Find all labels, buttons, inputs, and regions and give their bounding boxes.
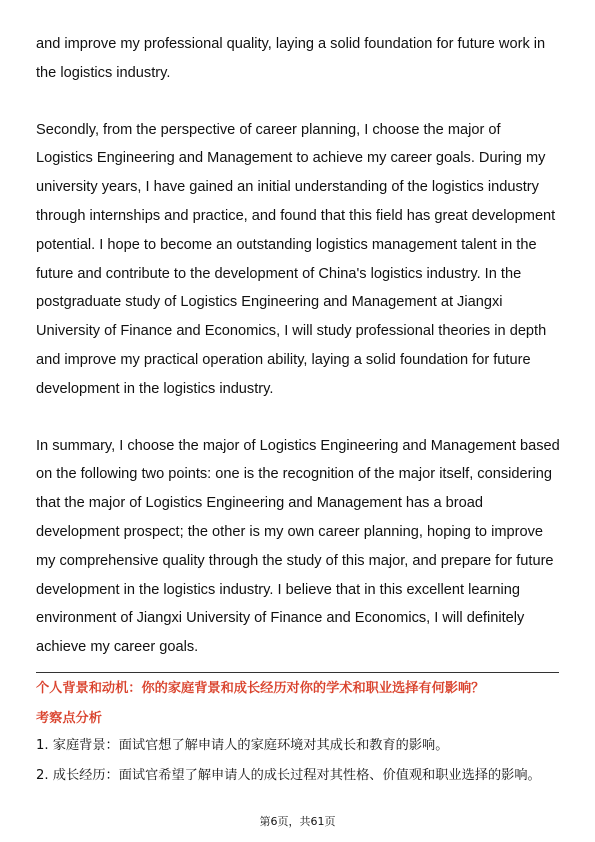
paragraph-spacer	[36, 88, 560, 116]
page-number: 第6页，共61页	[259, 815, 336, 828]
essay-body	[36, 30, 560, 662]
paragraph-career-planning: Secondly, from the perspective of career planning, I choose the major of Logistics Engineering and Management to achieve my career goals. During my university years, I have gained an initial understanding of the logistics industry through internships and practice, and found that this field has great development potential. I hope to become an outstanding logistics management talent in the future and contribute to the development of China's logistics industry. In the postgraduate study of Logistics Engineering and Management at Jiangxi University of Finance and Economics, I will study professional theories in depth and improve my practical operation ability, laying a solid foundation for future development in the logistics industry.	[36, 121, 556, 397]
analysis-item-family-background: 1. 家庭背景：面试官想了解申请人的家庭环境对其成长和教育的影响。	[36, 738, 449, 753]
paragraph-spacer	[36, 404, 560, 432]
paragraph-summary: In summary, I choose the major of Logistics Engineering and Management based on the following two points: one is the recognition of the major itself, considering that the major of Logistics Engineering and Management has a broad development prospect; the other is my own career planning, hoping to improve my comprehensive quality through the study of this major, and prepare for future development in the logistics industry. I believe that in this excellent learning environment of Jiangxi University of Finance and Economics, I will definitely achieve my career goals.	[36, 437, 560, 656]
question-title: 个人背景和动机：你的家庭背景和成长经历对你的学术和职业选择有何影响？	[36, 681, 485, 696]
analysis-section-label: 考察点分析	[36, 711, 102, 726]
paragraph-continuation: and improve my professional quality, laying a solid foundation for future work in the logistics industry.	[36, 36, 546, 81]
section-divider	[36, 672, 559, 673]
analysis-item-growth-experience: 2. 成长经历：面试官希望了解申请人的成长过程对其性格、价值观和职业选择的影响。	[36, 768, 541, 783]
